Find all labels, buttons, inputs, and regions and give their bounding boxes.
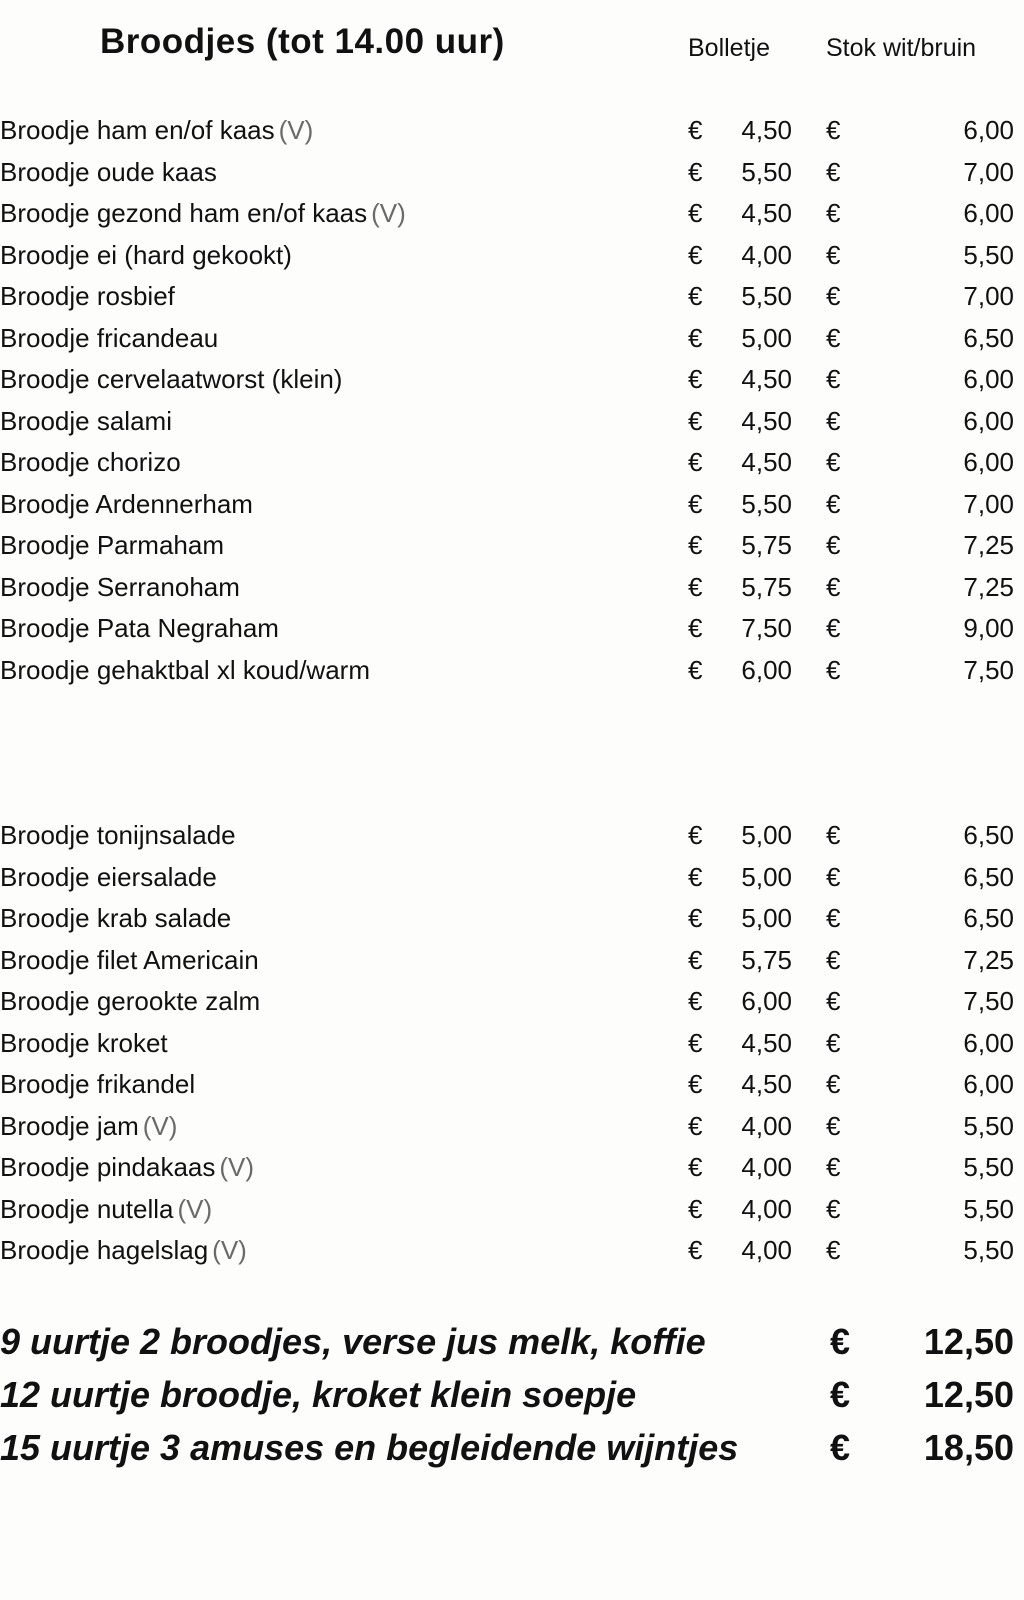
menu-item-name — [0, 318, 218, 360]
price-bolletje: 5,50 — [741, 488, 792, 519]
menu-item-label: Broodje rosbief — [0, 281, 175, 311]
price-stok: 6,50 — [963, 861, 1014, 892]
menu-item-name — [0, 1147, 254, 1189]
menu-item-name — [0, 1023, 168, 1065]
price-stok: 6,00 — [963, 115, 1014, 145]
currency-symbol: € — [688, 322, 703, 353]
currency-symbol: € — [688, 239, 703, 270]
menu-item-row — [0, 318, 1024, 360]
currency-symbol: € — [826, 1152, 841, 1182]
price-bolletje: 4,00 — [741, 1193, 792, 1224]
menu-item-label: Broodje Pata Negraham — [0, 613, 279, 643]
currency-symbol: € — [826, 239, 841, 270]
price-bolletje: 5,00 — [741, 322, 792, 353]
price-stok: 7,00 — [963, 281, 1014, 311]
menu-item-row — [0, 152, 1024, 194]
menu-item-label: Broodje Serranoham — [0, 571, 240, 602]
vegetarian-badge: (V) — [371, 198, 406, 228]
menu-item-label: Broodje krab salade — [0, 903, 232, 933]
combo-row — [0, 1421, 1024, 1474]
currency-symbol: € — [826, 944, 841, 975]
currency-symbol: € — [688, 613, 703, 643]
combo-name: 9 uurtje 2 broodjes, verse jus melk, koffie — [0, 1321, 706, 1362]
currency-symbol: € — [688, 364, 703, 394]
menu-item-name — [0, 815, 236, 857]
currency-symbol: € — [688, 861, 703, 892]
currency-symbol: € — [688, 1110, 703, 1141]
price-stok: 7,00 — [963, 488, 1014, 519]
menu-item-row — [0, 484, 1024, 526]
price-bolletje: 5,50 — [741, 281, 792, 311]
menu-item-label: Broodje ham en/of kaas — [0, 115, 275, 145]
menu-item-label: Broodje hagelslag — [0, 1235, 209, 1265]
currency-symbol: € — [688, 488, 703, 519]
currency-symbol: € — [688, 820, 703, 850]
menu-item-label: Broodje gehaktbal xl koud/warm — [0, 654, 370, 685]
menu-item-name — [0, 442, 181, 484]
combo-name: 12 uurtje broodje, kroket klein soepje — [0, 1374, 637, 1415]
currency-symbol: € — [688, 1235, 703, 1265]
menu-item-name — [0, 898, 231, 940]
menu-item-name — [0, 940, 259, 982]
currency-symbol: € — [826, 571, 841, 602]
price-stok: 7,50 — [963, 654, 1014, 685]
menu-item-label: Broodje cervelaatworst (klein) — [0, 364, 343, 394]
currency-symbol: € — [688, 1152, 703, 1182]
price-bolletje: 4,50 — [741, 115, 792, 145]
price-stok: 6,50 — [963, 820, 1014, 850]
currency-symbol: € — [688, 944, 703, 975]
menu-item-label: Broodje pindakaas — [0, 1152, 216, 1182]
menu-item-row — [0, 276, 1024, 318]
price-bolletje: 5,50 — [741, 156, 792, 187]
menu-item-name — [0, 1064, 195, 1106]
menu-item-label: Broodje tonijnsalade — [0, 820, 236, 850]
price-bolletje: 4,50 — [741, 364, 792, 394]
price-bolletje: 4,00 — [741, 1152, 792, 1182]
price-stok: 6,00 — [963, 364, 1014, 394]
price-bolletje: 5,75 — [741, 571, 792, 602]
menu-item-row — [0, 1064, 1024, 1106]
price-stok: 6,50 — [963, 322, 1014, 353]
currency-symbol: € — [826, 1027, 841, 1058]
menu-item-label: Broodje jam — [0, 1110, 139, 1141]
currency-symbol: € — [826, 613, 841, 643]
currency-symbol: € — [826, 986, 841, 1016]
menu-item-row — [0, 359, 1024, 401]
sandwich-list-salads-sweet — [0, 815, 1024, 1272]
currency-symbol: € — [826, 1069, 841, 1099]
menu-item-name — [0, 1230, 247, 1272]
price-stok: 7,25 — [963, 530, 1014, 560]
currency-symbol: € — [826, 1193, 841, 1224]
currency-symbol: € — [830, 1321, 851, 1362]
menu-item-name — [0, 608, 279, 650]
currency-symbol: € — [830, 1427, 851, 1468]
currency-symbol: € — [688, 986, 703, 1016]
price-stok: 6,00 — [963, 1027, 1014, 1058]
menu-title: Broodjes (tot 14.00 uur) — [100, 22, 505, 61]
price-stok: 5,50 — [963, 239, 1014, 270]
menu-item-name — [0, 650, 370, 692]
currency-symbol: € — [826, 1235, 841, 1265]
price-stok: 5,50 — [963, 1193, 1014, 1224]
menu-item-row — [0, 110, 1024, 152]
price-stok: 6,00 — [963, 447, 1014, 477]
currency-symbol: € — [826, 405, 841, 436]
price-bolletje: 5,75 — [741, 530, 792, 560]
column-header-stok: Stok wit/bruin — [826, 34, 977, 62]
currency-symbol: € — [826, 115, 841, 145]
currency-symbol: € — [826, 820, 841, 850]
price-bolletje: 7,50 — [741, 613, 792, 643]
currency-symbol: € — [688, 654, 703, 685]
price-bolletje: 5,00 — [741, 861, 792, 892]
price-stok: 6,50 — [963, 903, 1014, 933]
menu-item-row — [0, 193, 1024, 235]
currency-symbol: € — [826, 198, 841, 228]
currency-symbol: € — [826, 530, 841, 560]
combo-row — [0, 1368, 1024, 1421]
sandwich-list-meat-cheese — [0, 110, 1024, 691]
menu-item-row — [0, 1106, 1024, 1148]
vegetarian-badge: (V) — [142, 1110, 178, 1141]
menu-item-label: Broodje frikandel — [0, 1069, 196, 1099]
menu-header — [0, 18, 1024, 78]
menu-item-name — [0, 1189, 212, 1231]
vegetarian-badge: (V) — [177, 1193, 213, 1224]
currency-symbol: € — [688, 1027, 703, 1058]
menu-item-name — [0, 567, 240, 609]
menu-item-name — [0, 525, 224, 567]
price-bolletje: 4,50 — [741, 1027, 792, 1058]
menu-item-label: Broodje fricandeau — [0, 322, 219, 353]
price-bolletje: 4,50 — [741, 405, 792, 436]
combo-price: 18,50 — [923, 1427, 1014, 1468]
menu-item-name — [0, 1106, 177, 1148]
price-stok: 5,50 — [963, 1110, 1014, 1141]
menu-item-row — [0, 1189, 1024, 1231]
price-stok: 7,00 — [963, 156, 1014, 187]
currency-symbol: € — [688, 405, 703, 436]
currency-symbol: € — [688, 1193, 703, 1224]
menu-item-name — [0, 359, 342, 401]
price-stok: 6,00 — [963, 1069, 1014, 1099]
price-bolletje: 4,00 — [741, 1235, 792, 1265]
menu-item-row — [0, 1230, 1024, 1272]
price-stok: 5,50 — [963, 1152, 1014, 1182]
price-stok: 9,00 — [963, 613, 1014, 643]
menu-item-row — [0, 235, 1024, 277]
menu-item-name — [0, 152, 217, 194]
currency-symbol: € — [826, 488, 841, 519]
combo-deals — [0, 1315, 1024, 1474]
currency-symbol: € — [688, 903, 703, 933]
combo-name: 15 uurtje 3 amuses en begleidende wijntjes — [0, 1427, 739, 1468]
price-bolletje: 4,00 — [741, 239, 792, 270]
currency-symbol: € — [688, 115, 703, 145]
menu-item-label: Broodje kroket — [0, 1027, 168, 1058]
price-bolletje: 5,00 — [741, 820, 792, 850]
menu-item-row — [0, 608, 1024, 650]
menu-item-row — [0, 857, 1024, 899]
price-stok: 6,00 — [963, 198, 1014, 228]
currency-symbol: € — [688, 156, 703, 187]
currency-symbol: € — [688, 281, 703, 311]
menu-item-name — [0, 484, 253, 526]
currency-symbol: € — [826, 281, 841, 311]
currency-symbol: € — [826, 447, 841, 477]
currency-symbol: € — [826, 364, 841, 394]
menu-item-row — [0, 442, 1024, 484]
combo-row — [0, 1315, 1024, 1368]
price-stok: 7,25 — [963, 571, 1014, 602]
menu-item-name — [0, 110, 313, 152]
menu-item-label: Broodje gerookte zalm — [0, 986, 261, 1016]
menu-item-row — [0, 567, 1024, 609]
menu-item-label: Broodje Parmaham — [0, 530, 224, 560]
menu-item-name — [0, 235, 292, 277]
price-bolletje: 4,50 — [741, 447, 792, 477]
price-stok: 7,50 — [963, 986, 1014, 1016]
price-bolletje: 4,50 — [741, 1069, 792, 1099]
menu-item-row — [0, 940, 1024, 982]
menu-item-row — [0, 650, 1024, 692]
menu-item-row — [0, 981, 1024, 1023]
column-header-bolletje: Bolletje — [688, 34, 770, 62]
price-bolletje: 6,00 — [741, 986, 792, 1016]
currency-symbol: € — [826, 861, 841, 892]
menu-item-row — [0, 1023, 1024, 1065]
price-bolletje: 4,50 — [741, 198, 792, 228]
combo-price: 12,50 — [923, 1321, 1014, 1362]
price-bolletje: 4,00 — [741, 1110, 792, 1141]
menu-item-row — [0, 1147, 1024, 1189]
menu-item-label: Broodje oude kaas — [0, 156, 217, 187]
vegetarian-badge: (V) — [212, 1235, 247, 1265]
price-stok: 5,50 — [963, 1235, 1014, 1265]
menu-item-label: Broodje nutella — [0, 1193, 174, 1224]
currency-symbol: € — [688, 447, 703, 477]
menu-item-label: Broodje chorizo — [0, 447, 181, 477]
price-bolletje: 5,00 — [741, 903, 792, 933]
menu-item-row — [0, 401, 1024, 443]
menu-item-row — [0, 815, 1024, 857]
menu-item-row — [0, 525, 1024, 567]
menu-item-name — [0, 193, 406, 235]
currency-symbol: € — [826, 654, 841, 685]
menu-item-label: Broodje ei (hard gekookt) — [0, 239, 292, 270]
menu-item-label: Broodje gezond ham en/of kaas — [0, 198, 368, 228]
price-bolletje: 6,00 — [741, 654, 792, 685]
menu-item-label: Broodje filet Americain — [0, 944, 259, 975]
currency-symbol: € — [826, 1110, 841, 1141]
price-bolletje: 5,75 — [741, 944, 792, 975]
menu-item-name — [0, 857, 217, 899]
menu-item-name — [0, 401, 172, 443]
currency-symbol: € — [826, 322, 841, 353]
currency-symbol: € — [830, 1374, 851, 1415]
currency-symbol: € — [826, 156, 841, 187]
menu-item-label: Broodje eiersalade — [0, 861, 217, 892]
price-stok: 6,00 — [963, 405, 1014, 436]
currency-symbol: € — [688, 530, 703, 560]
vegetarian-badge: (V) — [278, 115, 314, 145]
currency-symbol: € — [688, 1069, 703, 1099]
currency-symbol: € — [688, 198, 703, 228]
vegetarian-badge: (V) — [219, 1152, 255, 1182]
menu-item-row — [0, 898, 1024, 940]
combo-price: 12,50 — [923, 1374, 1014, 1415]
menu-item-name — [0, 981, 260, 1023]
currency-symbol: € — [826, 903, 841, 933]
menu-item-name — [0, 276, 175, 318]
menu-item-label: Broodje Ardennerham — [0, 488, 253, 519]
price-stok: 7,25 — [963, 944, 1014, 975]
currency-symbol: € — [688, 571, 703, 602]
menu-item-label: Broodje salami — [0, 405, 172, 436]
